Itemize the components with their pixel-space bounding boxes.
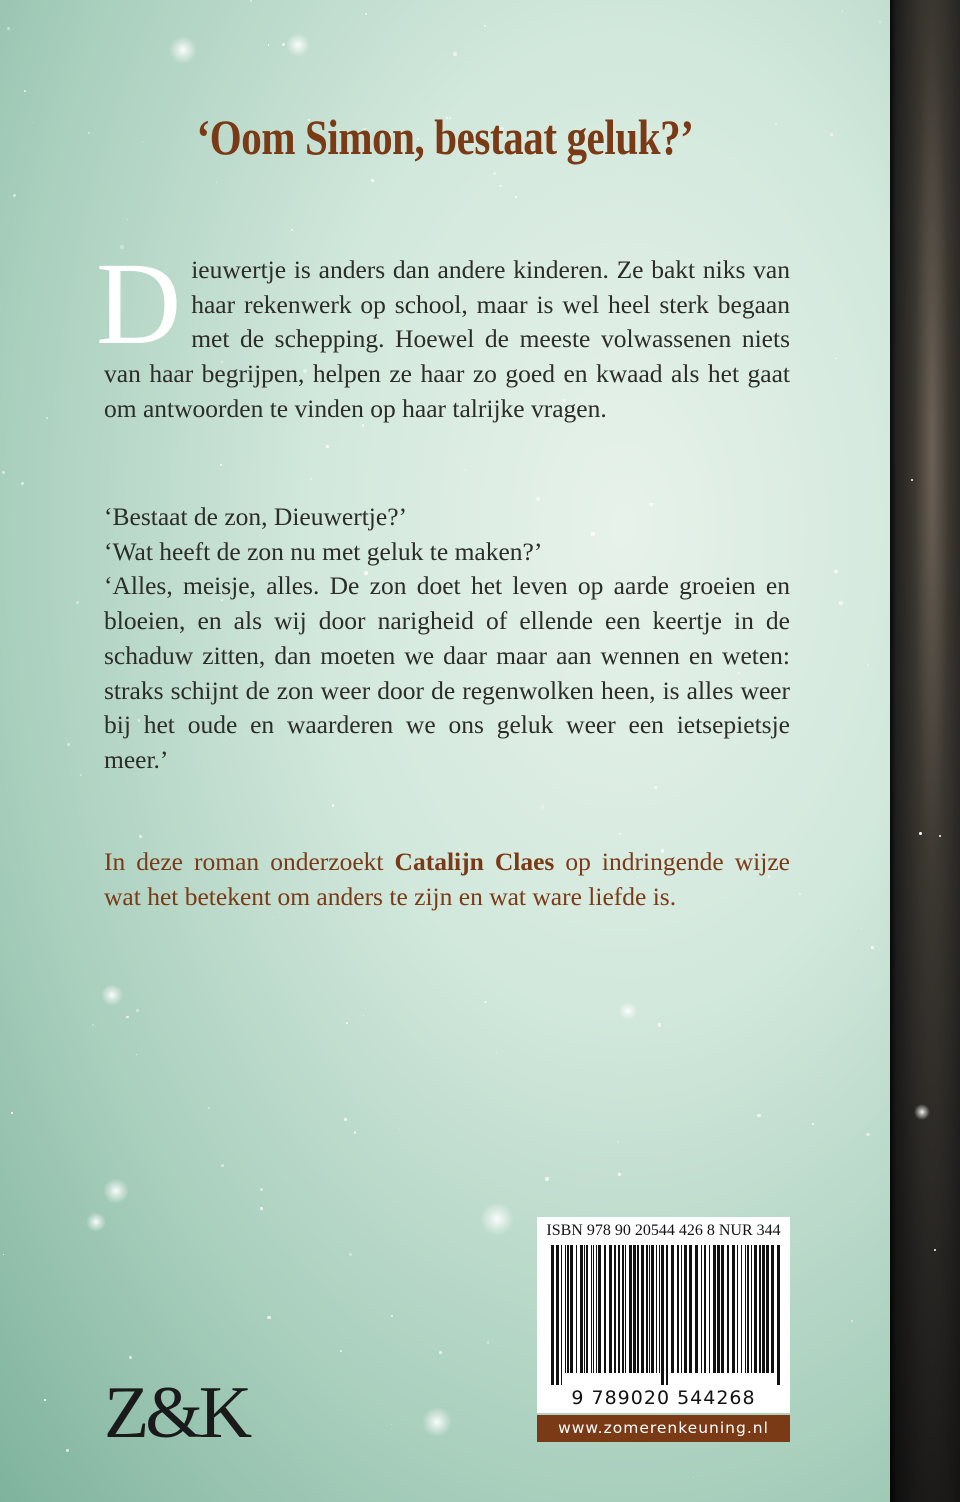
sparkle [835,358,837,360]
sparkle [208,1107,210,1109]
sparkle [515,196,517,198]
sparkle [391,1315,394,1318]
barcode-bar [661,1245,664,1385]
sparkle [3,1254,5,1256]
sparkle [349,1253,352,1256]
sparkle [541,805,544,808]
sparkle [866,1133,869,1136]
sparkle [92,1024,94,1026]
dialogue-block [104,500,790,778]
sparkle [879,21,881,23]
barcode-bar [618,1245,620,1373]
sparkle [44,1399,46,1401]
barcode-bar [614,1245,616,1373]
barcode-bar [598,1245,601,1373]
barcode-bar [762,1245,765,1373]
sparkle [618,1173,620,1175]
barcode-bar [681,1245,682,1373]
sparkle [545,1177,549,1181]
barcode-bar [689,1245,692,1373]
author-name: Catalijn Claes [394,847,555,876]
dialogue-line: ‘Bestaat de zon, Dieuwertje?’ [104,502,408,531]
barcode-bar [570,1245,573,1373]
sparkle-glow [101,984,123,1006]
barcode-bar [709,1245,710,1373]
barcode-bar [561,1245,562,1385]
sparkle [839,601,843,605]
barcode-bar [637,1245,639,1373]
barcode-bar [677,1245,679,1373]
sparkle [129,1356,132,1359]
sparkle [139,835,142,838]
sparkle [484,1001,486,1003]
barcode-bar [565,1245,566,1373]
sparkle [693,1477,694,1478]
barcode-bar [666,1245,668,1385]
sparkle [282,43,285,46]
sparkle [757,1114,761,1118]
barcode-bar [721,1245,724,1373]
sparkle [830,133,833,136]
barcode-bar [737,1245,738,1373]
sparkle-glow [619,1002,637,1020]
sparkle [33,122,35,124]
barcode-bar [646,1245,648,1373]
sparkle [493,172,495,174]
sparkle-glow [86,1212,106,1232]
barcode-bar [586,1245,588,1373]
sparkle [484,25,486,27]
sparkle [834,570,838,574]
sparkle [939,835,941,837]
barcode-bar [584,1245,585,1373]
barcode-bar [751,1245,752,1373]
barcode-bar [576,1245,577,1373]
barcode-bar [759,1245,761,1373]
sparkle [267,1316,271,1320]
sparkle [67,743,70,746]
barcode-bar [633,1245,636,1373]
barcode-bar [704,1245,706,1373]
sparkle [273,917,274,918]
sparkle [371,179,374,182]
sparkle [914,1104,930,1120]
barcode-bar [656,1245,657,1373]
barcode-panel [537,1217,790,1413]
sparkle [354,1131,357,1134]
sparkle-glow [169,36,197,64]
sparkle [363,1015,364,1016]
barcode-bar [593,1245,594,1373]
sparkle [136,1009,139,1012]
sparkle [11,1112,12,1113]
sparkle [310,478,312,480]
barcode-bar [747,1245,749,1373]
barcode-bars [547,1245,785,1385]
spine-image [890,0,960,1502]
headline: ‘Oom Simon, bestaat geluk?’ [196,109,694,165]
sparkle [76,601,79,604]
sparkle [46,417,48,419]
barcode-bar [622,1245,624,1373]
sparkle [326,445,329,448]
barcode-bar [604,1245,606,1373]
barcode-bar [649,1245,650,1373]
barcode-bar [629,1245,632,1373]
sparkle [453,52,457,56]
barcode-bar [609,1245,612,1373]
sparkle [126,1016,129,1019]
barcode-bar [556,1245,559,1385]
sparkle-glow [422,1407,452,1437]
barcode-bar [745,1245,746,1373]
barcode-bar [713,1245,716,1373]
barcode-bar [771,1245,774,1373]
blurb-text-before: In deze roman onderzoekt [104,847,395,876]
drop-cap: D [96,238,182,369]
sparkle [268,44,270,46]
sparkle [464,469,466,471]
sparkle [346,1022,348,1024]
sparkle [260,1207,263,1210]
dialogue-line: ‘Wat heeft de zon nu met geluk te maken?’ [104,536,543,566]
sparkle-glow [103,1178,129,1204]
barcode-bar [567,1245,569,1373]
sparkle [812,1123,814,1125]
isbn-line: ISBN 978 90 20544 426 8 NUR 344 [546,1222,781,1239]
sparkle [127,219,128,220]
sparkle [851,1320,853,1322]
barcode-bar [671,1245,674,1373]
spine-shadow [890,0,896,1502]
sparkle [260,1188,263,1191]
sparkle [499,185,502,188]
barcode-bar [551,1245,554,1385]
sparkle [496,1052,497,1053]
sparkle [617,1141,619,1143]
sparkle [871,946,874,949]
sparkle [439,1351,442,1354]
barcode-bar [580,1245,583,1373]
sparkle [919,832,922,835]
barcode-bar [727,1245,729,1373]
sparkle [487,1341,489,1343]
sparkle [2,471,6,475]
barcode-digits: 9 789020 544268 [571,1387,756,1409]
barcode-bar [732,1245,735,1373]
sparkle [13,194,16,197]
sparkle [7,27,10,30]
sparkle-glow [480,1202,514,1236]
sparkle [911,479,913,481]
sparkle [216,182,217,183]
sparkle [619,833,621,835]
barcode-bar [695,1245,698,1373]
sparkle [658,1023,662,1027]
publisher-logo: Z&K [104,1372,249,1454]
sparkle [799,893,801,895]
sparkle [136,1054,137,1055]
sparkle [867,664,869,666]
sparkle [340,1350,342,1352]
sparkle [842,10,844,12]
sparkle [365,13,367,15]
sparkle [344,1118,347,1121]
sparkle [391,1424,392,1425]
intro-text: ieuwertje is anders dan andere kinderen. Ze bakt niks van haar rekenwerk op school, maar is wel heel sterk begaan met de schepping. Hoewel de meeste volwassenen niets van haar begrijpen, helpen ze haar zo goed en kwaad als het gaat om antwoorden te vinden op haar talrijke vragen. [104,255,790,423]
barcode-bar [625,1245,626,1373]
sparkle [861,928,862,929]
sparkle [332,804,334,806]
sparkle [934,1249,936,1251]
sparkle [24,90,26,92]
blurb-text-after: op indringende wijze wat het betekent om anders te zijn en wat ware liefde is. [104,847,790,911]
sparkle-glow [286,33,310,57]
sparkle [654,786,657,789]
sparkle [66,1449,68,1451]
barcode-bar [641,1245,644,1373]
barcode-bar [684,1245,687,1373]
barcode-bar [651,1245,654,1373]
barcode-bar [659,1245,660,1373]
barcode-bar [766,1245,769,1373]
barcode-bar [754,1245,757,1373]
sparkle [80,774,82,776]
publisher-website: www.zomerenkeuning.nl [537,1415,790,1442]
sparkle [291,229,294,232]
intro-paragraph [96,238,790,427]
barcode-bar [701,1245,702,1373]
dialogue-line: ‘Alles, meisje, alles. De zon doet het leven op aarde groeien en bloeien, en als wij door narigheid of ellende een keertje in de schaduw zitten, dan moeten we daar maar aan wennen en weten: straks schijnt de zon weer door de regenwolken heen, is alles weer bij het oude en waarderen we ons geluk weer een ietsepietsje meer.’ [104,571,790,774]
blurb-paragraph [104,845,790,914]
sparkle [221,1164,223,1166]
sparkle [220,464,222,466]
barcode-bar [596,1245,597,1373]
barcode-bar [741,1245,742,1373]
sparkle [21,482,24,485]
barcode-bar [777,1245,780,1385]
barcode-bar [717,1245,720,1373]
sparkle [250,0,252,2]
sparkle [399,1128,400,1129]
barcode-bar [591,1245,592,1373]
